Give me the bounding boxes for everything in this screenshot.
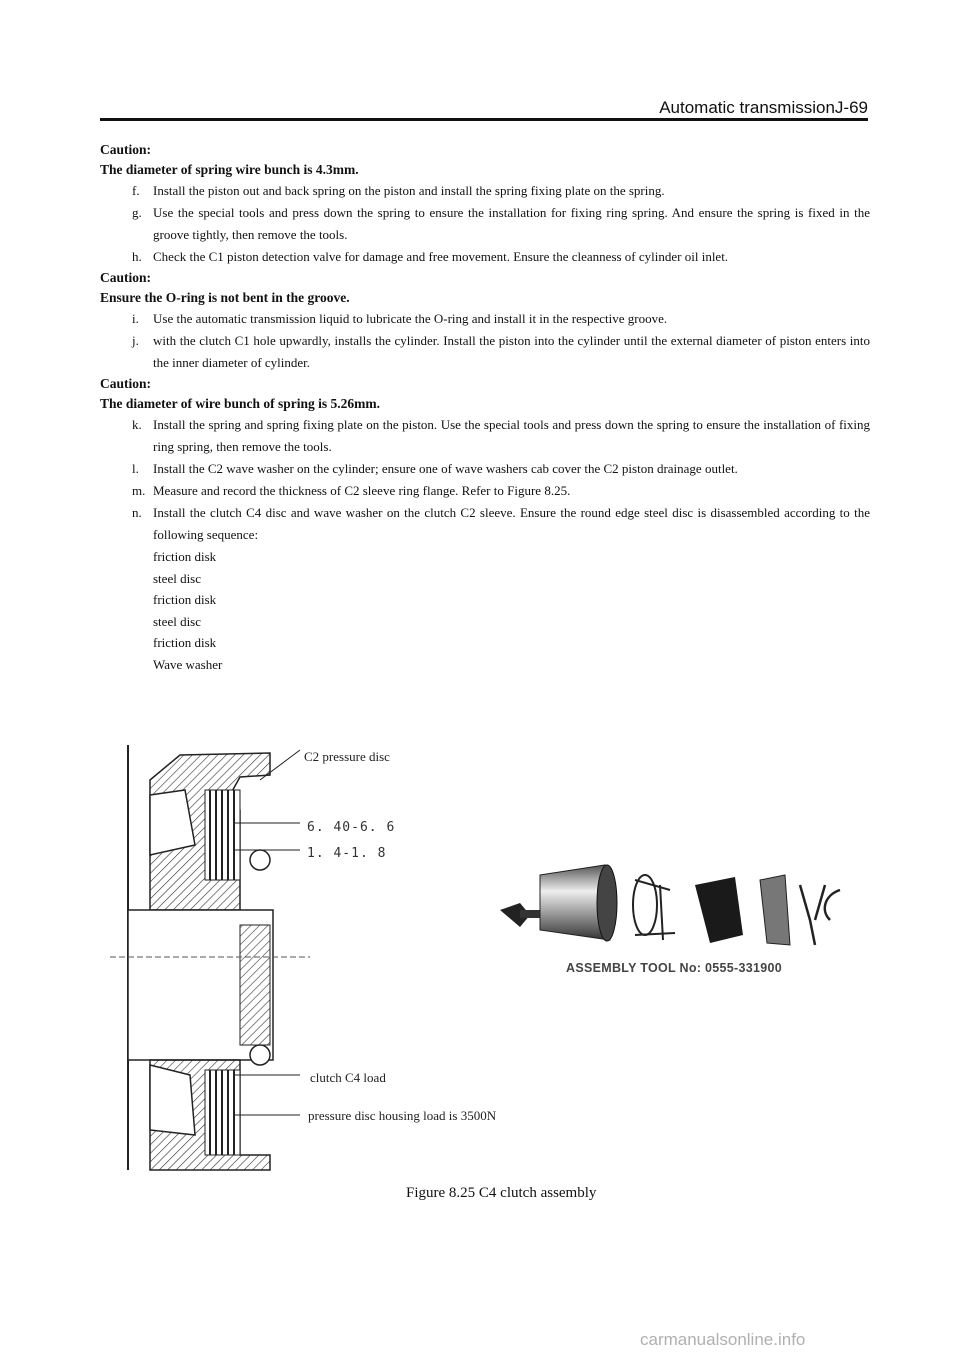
step-letter: k. xyxy=(132,417,142,432)
caution-text: The diameter of spring wire bunch is 4.3mm. xyxy=(100,162,359,177)
step-text: Install the piston out and back spring on the piston and install the spring fixing plate on the spring. xyxy=(153,183,665,198)
dimension-label: 1. 4-1. 8 xyxy=(307,846,387,861)
list-item: steel disc xyxy=(153,570,202,586)
caution-text: Ensure the O-ring is not bent in the groove. xyxy=(100,290,350,305)
label-pressure-disc-housing: pressure disc housing load is 3500N xyxy=(308,1108,497,1123)
step-letter: i. xyxy=(132,311,139,326)
header-rule xyxy=(100,118,868,121)
assembly-tool-photo xyxy=(495,855,860,955)
disc-sequence-list xyxy=(100,546,870,675)
list-item: friction disk xyxy=(153,592,217,607)
step-text: Install the clutch C4 disc and wave washer on the clutch C2 sleeve. Ensure the round edge steel disc is disassembled according to the following sequence: xyxy=(153,505,870,542)
caution-title: Caution: xyxy=(100,270,152,285)
step-text: Use the special tools and press down the spring to ensure the installation for fixing ring spring. And ensure the spring is fixed in the groove tightly, then remove the tools. xyxy=(153,205,870,242)
step-text: Check the C1 piston detection valve for damage and free movement. Ensure the cleanness of cylinder oil inlet. xyxy=(153,249,729,264)
dimension-label: 6. 40-6. 6 xyxy=(307,820,396,835)
label-clutch-c4-load: clutch C4 load xyxy=(310,1070,386,1085)
list-item: steel disc xyxy=(153,613,202,629)
step-text: Install the C2 wave washer on the cylinder; ensure one of wave washers cab cover the C2 piston drainage outlet. xyxy=(153,461,738,476)
step-j xyxy=(100,330,870,374)
step-letter: m. xyxy=(132,483,146,498)
step-g xyxy=(100,202,870,246)
step-f xyxy=(100,180,870,202)
step-letter: h. xyxy=(132,249,142,264)
clutch-cross-section-drawing xyxy=(110,735,310,1175)
list-item: friction disk xyxy=(153,635,217,650)
step-h xyxy=(100,246,870,268)
step-k xyxy=(100,414,870,458)
step-m xyxy=(100,480,870,502)
list-item: Wave washer xyxy=(153,656,223,672)
step-n xyxy=(100,502,870,546)
list-item: friction disk xyxy=(153,549,217,564)
step-i xyxy=(100,308,870,330)
step-letter: n. xyxy=(132,505,142,520)
page-content xyxy=(100,140,870,675)
step-letter: g. xyxy=(132,205,142,220)
label-c2-pressure-disc: C2 pressure disc xyxy=(304,749,390,764)
step-letter: f. xyxy=(132,183,140,198)
step-letter: l. xyxy=(132,461,139,476)
caution-title: Caution: xyxy=(100,376,152,391)
step-text: Use the automatic transmission liquid to lubricate the O-ring and install it in the respective groove. xyxy=(153,311,668,326)
step-text: Measure and record the thickness of C2 sleeve ring flange. Refer to Figure 8.25. xyxy=(153,483,571,498)
tool-caption: ASSEMBLY TOOL No: 0555-331900 xyxy=(566,961,782,975)
step-letter: j. xyxy=(132,333,139,348)
step-text: Install the spring and spring fixing plate on the piston. Use the special tools and press down the spring to ensure the installation of fixing ring spring, then remove the tools. xyxy=(153,417,870,454)
step-l xyxy=(100,458,870,480)
caution-title: Caution: xyxy=(100,142,152,157)
watermark: carmanualsonline.info xyxy=(640,1330,806,1349)
figure-caption: Figure 8.25 C4 clutch assembly xyxy=(406,1185,597,1201)
caution-text: The diameter of wire bunch of spring is 5.26mm. xyxy=(100,396,380,411)
step-text: with the clutch C1 hole upwardly, installs the cylinder. Install the piston into the cylinder until the external diameter of piston enters into the inner diameter of cylinder. xyxy=(153,333,870,370)
page-header-title: Automatic transmissionJ-69 xyxy=(659,98,868,117)
